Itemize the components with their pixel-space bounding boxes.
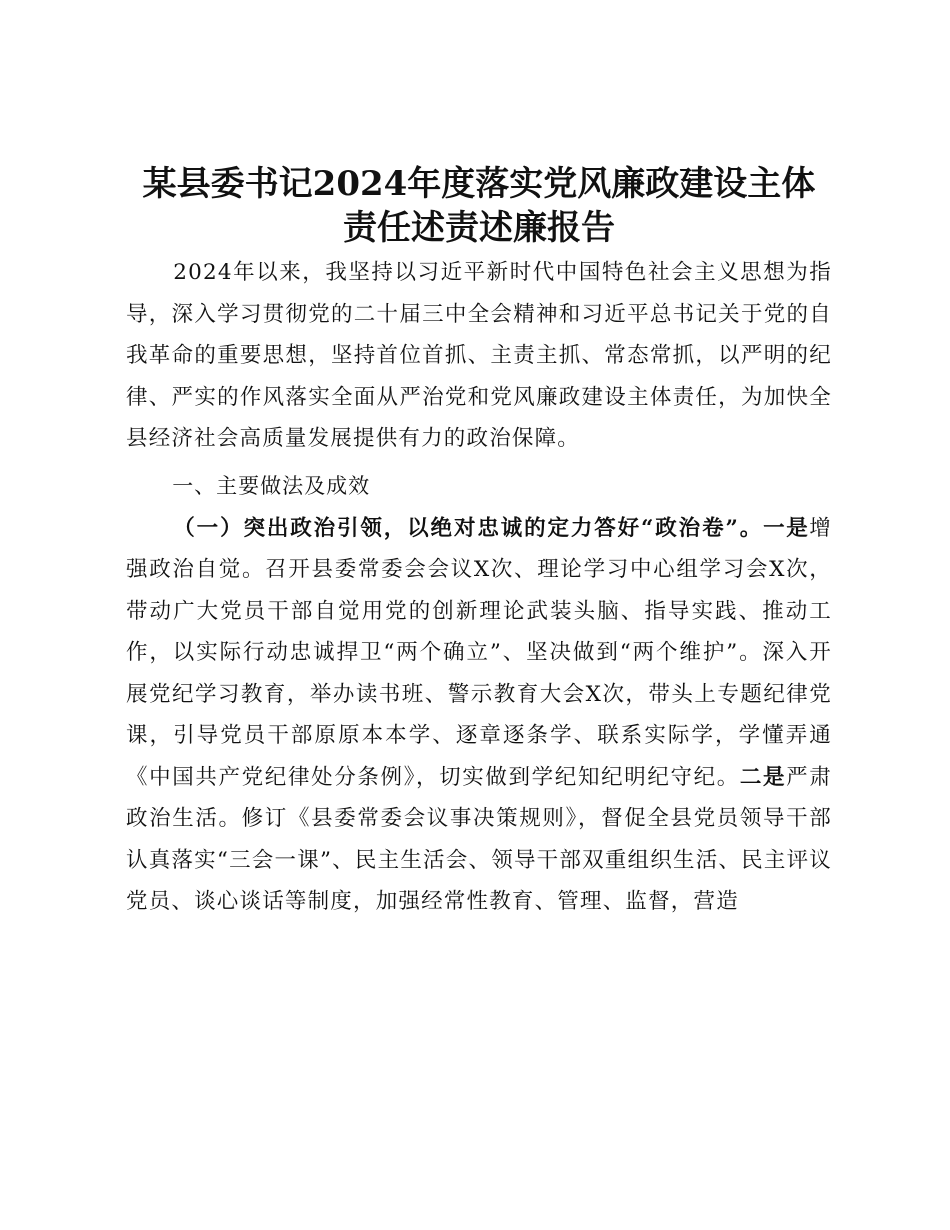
document-title: 某县委书记2024年度落实党风廉政建设主体责任述责述廉报告 [142,164,816,248]
item-lead-second: 二是 [739,764,787,790]
subsection-paragraph-political-guidance [126,508,832,923]
subsection-heading: （一）突出政治引领，以绝对忠诚的定力答好“政治卷”。 [173,515,764,541]
item-lead-first: 一是 [763,515,810,541]
item-text-second: 严肃政治生活。修订《县委常委会议事决策规则》，督促全县党员领导干部认真落实“三会一课”、民主生活会、领导干部双重组织生活、民主评议党员、谈心谈话等制度，加强经常性教育、管理、监督，营造 [126,764,833,914]
intro-paragraph: 2024年以来，我坚持以习近平新时代中国特色社会主义思想为指导，深入学习贯彻党的二十届三中全会精神和习近平总书记关于党的自我革命的重要思想，坚持首位首抓、主责主抓、常态常抓，以严明的纪律、严实的作风落实全面从严治党和党风廉政建设主体责任，为加快全县经济社会高质量发展提供有力的政治保障。 [126,260,832,451]
section-heading-main-practices: 一、主要做法及成效 [172,473,371,498]
document-body [126,162,832,923]
item-text-first: 增强政治自觉。召开县委常委会会议X次、理论学习中心组学习会X次，带动广大党员干部自觉用党的创新理论武装头脑、指导实践、推动工作，以实际行动忠诚捍卫“两个确立”、坚决做到“两个维护”。深入开展党纪学习教育，举办读书班、警示教育大会X次，带头上专题纪律党课，引导党员干部原原本本学、逐章逐条学、联系实际学，学懂弄通《中国共产党纪律处分条例》，切实做到学纪知纪明纪守纪。 [126,515,832,790]
